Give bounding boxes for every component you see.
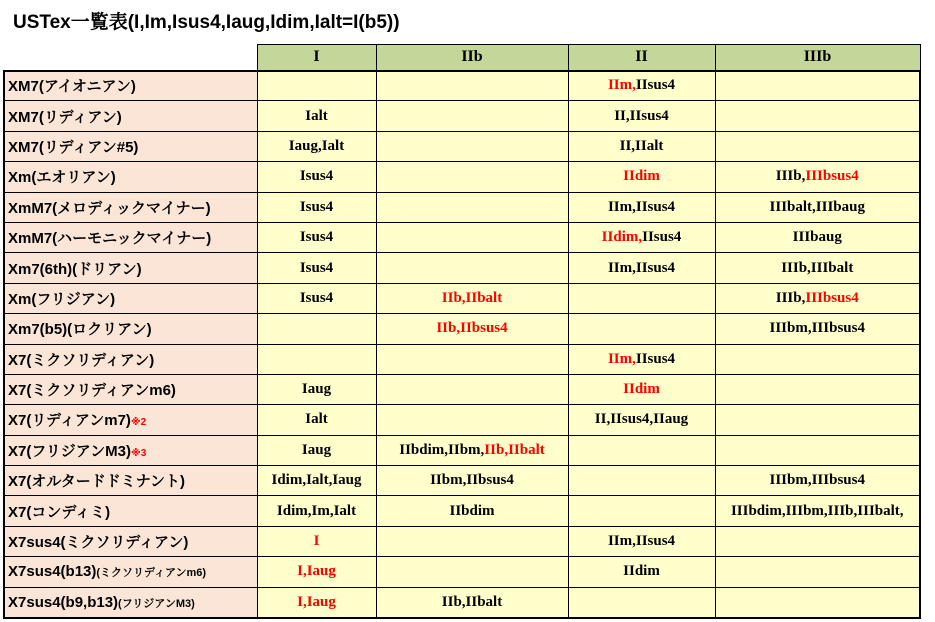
value-cell-I (257, 344, 376, 374)
row-label (4, 101, 257, 131)
value-cell-IIIb (715, 405, 920, 435)
chord-text: IIm,IIsus4 (607, 259, 676, 276)
chord-text: II,IIsus4 (614, 107, 669, 124)
chord-text: Iaug,Ialt (288, 137, 345, 154)
chord-text: IIb,IIbalt (441, 289, 503, 306)
row-label-text: X7(オルタードドミナント) (8, 473, 185, 491)
value-cell-I (257, 405, 376, 435)
value-cell-IIIb (715, 131, 920, 161)
value-cell-II (568, 192, 715, 222)
value-cell-II (568, 557, 715, 587)
value-cell-IIIb (715, 101, 920, 131)
table-row (4, 314, 920, 344)
value-cell-IIIb (715, 466, 920, 496)
value-cell-IIb (376, 131, 568, 161)
table-row (4, 222, 920, 252)
table-row (4, 587, 920, 617)
chord-text: Isus4 (299, 168, 334, 185)
table-row (4, 344, 920, 374)
value-cell-II (568, 587, 715, 617)
value-cell-II (568, 283, 715, 313)
value-cell-II (568, 162, 715, 192)
chord-text: IIm, (607, 77, 636, 94)
row-label-text: Xm(エオリアン) (8, 169, 116, 187)
value-cell-I (257, 374, 376, 404)
chord-text: Isus4 (299, 198, 334, 215)
value-cell-IIIb (715, 344, 920, 374)
table-row (4, 131, 920, 161)
column-header-I: I (257, 45, 376, 71)
row-label-text: X7sus4(ミクソリディアン) (8, 534, 189, 552)
value-cell-IIIb (715, 253, 920, 283)
chord-text: Isus4 (299, 259, 334, 276)
row-label (4, 314, 257, 344)
value-cell-IIb (376, 405, 568, 435)
value-cell-IIb (376, 496, 568, 526)
chord-text: IIdim (623, 168, 660, 185)
chord-text: IIIb, (775, 289, 806, 306)
chord-text: IIIbdim,IIIbm,IIIb,IIIbalt, (730, 502, 904, 519)
value-cell-IIb (376, 162, 568, 192)
row-label (4, 344, 257, 374)
row-label (4, 526, 257, 556)
row-label-note: ※3 (130, 447, 147, 459)
value-cell-I (257, 314, 376, 344)
value-cell-IIb (376, 557, 568, 587)
chord-text: IIIbsus4 (805, 168, 859, 185)
row-label-text: Xm7(6th)(ドリアン) (8, 260, 142, 278)
chord-text: IIIbsus4 (805, 289, 859, 306)
value-cell-IIIb (715, 496, 920, 526)
chord-text: IIbdim,IIbm, (399, 441, 485, 458)
value-cell-IIb (376, 222, 568, 252)
chord-text: IIb,IIbalt (484, 441, 545, 458)
value-cell-IIIb (715, 557, 920, 587)
row-label (4, 587, 257, 617)
chord-text: IIdim, (601, 229, 643, 246)
row-label (4, 192, 257, 222)
chord-text: IIIb,IIIbalt (781, 259, 854, 276)
value-cell-IIb (376, 314, 568, 344)
value-cell-IIIb (715, 283, 920, 313)
table-row (4, 101, 920, 131)
value-cell-I (257, 101, 376, 131)
row-label-text: X7(ミクソリディアンm6) (8, 382, 176, 400)
value-cell-I (257, 435, 376, 465)
value-cell-II (568, 466, 715, 496)
chord-text: IIsus4 (635, 77, 676, 94)
table-row (4, 253, 920, 283)
column-header-IIb: IIb (376, 45, 568, 71)
row-label-text: Xm7(b5)(ロクリアン) (8, 321, 152, 339)
table-row (4, 192, 920, 222)
table-row (4, 466, 920, 496)
value-cell-IIIb (715, 587, 920, 617)
value-cell-II (568, 374, 715, 404)
header-row (4, 45, 920, 71)
chord-text: IIIbaug (792, 229, 842, 246)
row-label (4, 283, 257, 313)
table-row (4, 435, 920, 465)
row-label-text: X7(リディアンm7) (8, 412, 131, 430)
value-cell-II (568, 344, 715, 374)
value-cell-I (257, 587, 376, 617)
value-cell-I (257, 71, 376, 101)
value-cell-IIIb (715, 526, 920, 556)
chord-text: IIIbm,IIIbsus4 (769, 472, 865, 489)
row-label-text: XmM7(メロディックマイナー) (8, 199, 211, 217)
row-label-small: (ミクソリディアンm6) (96, 567, 207, 580)
value-cell-IIb (376, 101, 568, 131)
row-label (4, 405, 257, 435)
value-cell-IIb (376, 344, 568, 374)
row-label-text: XM7(リディアン#5) (8, 138, 139, 156)
chord-text: I (313, 533, 320, 550)
chord-text: IIsus4 (635, 350, 676, 367)
value-cell-I (257, 222, 376, 252)
value-cell-II (568, 405, 715, 435)
row-label (4, 71, 257, 101)
value-cell-II (568, 526, 715, 556)
value-cell-I (257, 131, 376, 161)
value-cell-IIIb (715, 71, 920, 101)
value-cell-II (568, 496, 715, 526)
page-title: USTex一覧表(I,Im,Isus4,Iaug,Idim,Ialt=I(b5)) (13, 12, 400, 33)
value-cell-IIb (376, 374, 568, 404)
table-row (4, 405, 920, 435)
row-label-text: X7(コンディミ) (8, 503, 111, 521)
table-row (4, 283, 920, 313)
value-cell-I (257, 557, 376, 587)
value-cell-IIb (376, 435, 568, 465)
chord-text: IIm, (607, 350, 636, 367)
chord-text: IIm,IIsus4 (607, 533, 676, 550)
value-cell-IIb (376, 466, 568, 496)
row-label-text: XmM7(ハーモニックマイナー) (8, 230, 212, 248)
value-cell-II (568, 222, 715, 252)
chord-text: Ialt (305, 411, 328, 428)
chord-text: Idim,Ialt,Iaug (271, 472, 362, 489)
chord-text: IIdim (623, 563, 660, 580)
value-cell-IIb (376, 71, 568, 101)
chord-text: IIIbm,IIIbsus4 (769, 320, 865, 337)
value-cell-I (257, 526, 376, 556)
value-cell-IIb (376, 526, 568, 556)
chord-text: Iaug (301, 381, 332, 398)
chord-text: IIIbalt,IIIbaug (769, 198, 865, 215)
chord-text: Iaug (301, 441, 332, 458)
row-label-text: XM7(アイオニアン) (8, 78, 136, 96)
chord-text: IIbdim (449, 502, 495, 519)
table-row (4, 557, 920, 587)
chord-text: IIbm,IIbsus4 (430, 472, 514, 489)
chord-text: Idim,Im,Ialt (276, 502, 357, 519)
ust-table (3, 44, 921, 619)
value-cell-II (568, 435, 715, 465)
value-cell-IIb (376, 587, 568, 617)
table-row (4, 526, 920, 556)
value-cell-II (568, 101, 715, 131)
row-label-small: (フリジアンM3) (118, 597, 195, 610)
value-cell-I (257, 466, 376, 496)
row-label-text: X7sus4(b13) (8, 563, 97, 581)
value-cell-IIIb (715, 314, 920, 344)
row-label-text: X7sus4(b9,b13) (8, 593, 119, 611)
row-label (4, 253, 257, 283)
row-label (4, 557, 257, 587)
value-cell-IIIb (715, 192, 920, 222)
chord-text: Ialt (305, 107, 328, 124)
row-label (4, 222, 257, 252)
row-label-text: X7(フリジアンM3) (8, 442, 131, 460)
value-cell-II (568, 131, 715, 161)
row-label-text: X7(ミクソリディアン) (8, 351, 155, 369)
value-cell-II (568, 71, 715, 101)
row-label (4, 466, 257, 496)
row-label (4, 131, 257, 161)
value-cell-II (568, 314, 715, 344)
chord-text: IIb,IIbsus4 (436, 320, 508, 337)
chord-text: IIb,IIbalt (441, 593, 503, 610)
chord-text: Isus4 (299, 289, 334, 306)
value-cell-I (257, 496, 376, 526)
value-cell-II (568, 253, 715, 283)
row-label (4, 374, 257, 404)
row-label-note: ※2 (130, 417, 147, 429)
table-row (4, 71, 920, 101)
chord-text: I,Iaug (297, 593, 336, 610)
value-cell-I (257, 253, 376, 283)
chord-text: II,IIsus4,IIaug (594, 411, 689, 428)
value-cell-IIb (376, 283, 568, 313)
value-cell-IIIb (715, 435, 920, 465)
value-cell-I (257, 192, 376, 222)
value-cell-IIIb (715, 222, 920, 252)
chord-text: IIdim (623, 381, 660, 398)
value-cell-I (257, 283, 376, 313)
table-row (4, 374, 920, 404)
row-label (4, 435, 257, 465)
table-row (4, 162, 920, 192)
row-label-text: XM7(リディアン) (8, 108, 122, 126)
table-body (4, 71, 920, 618)
row-label-text: Xm(フリジアン) (8, 290, 116, 308)
value-cell-IIIb (715, 374, 920, 404)
row-label (4, 162, 257, 192)
table-row (4, 496, 920, 526)
corner-blank-cell (4, 45, 257, 71)
column-header-II: II (568, 45, 715, 71)
value-cell-IIb (376, 192, 568, 222)
value-cell-I (257, 162, 376, 192)
row-label (4, 496, 257, 526)
value-cell-IIIb (715, 162, 920, 192)
chord-text: IIm,IIsus4 (607, 198, 676, 215)
chord-text: II,IIalt (619, 137, 664, 154)
chord-text: I,Iaug (297, 563, 336, 580)
column-header-IIIb: IIIb (715, 45, 920, 71)
chord-text: IIsus4 (642, 229, 682, 246)
value-cell-IIb (376, 253, 568, 283)
chord-text: Isus4 (299, 229, 334, 246)
chord-text: IIIb, (775, 168, 806, 185)
